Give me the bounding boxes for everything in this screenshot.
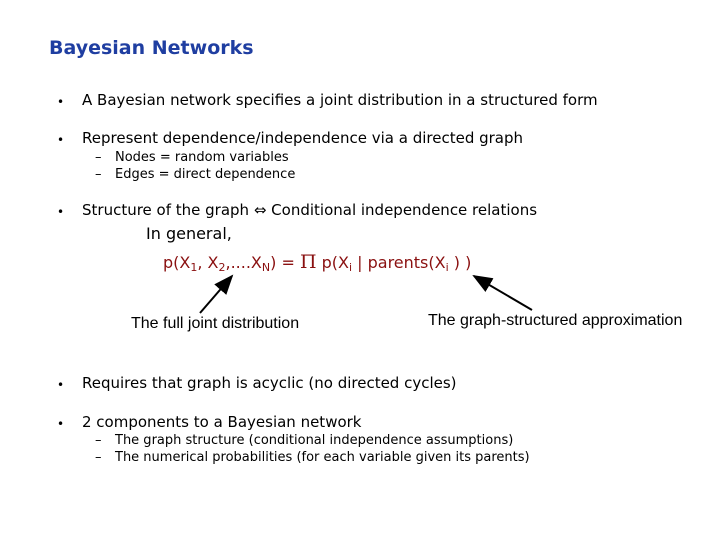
bullet-marker: • xyxy=(57,417,65,431)
bullet-marker: • xyxy=(57,95,65,109)
bullet-joint-distribution: A Bayesian network specifies a joint distribution in a structured form xyxy=(82,91,598,109)
formula-subscript: 2 xyxy=(218,261,226,274)
bullet-structure-equivalence: Structure of the graph ⇔ Conditional independence relations xyxy=(82,201,538,219)
dash-marker: – xyxy=(95,150,102,165)
product-symbol: Π xyxy=(299,251,317,273)
in-general-label: In general, xyxy=(146,224,232,243)
bullet-two-components: 2 components to a Bayesian network xyxy=(82,413,362,431)
formula-part: p(X xyxy=(163,253,191,272)
dash-marker: – xyxy=(95,433,102,448)
annotation-graph-approximation: The graph-structured approximation xyxy=(428,312,683,329)
dash-marker: – xyxy=(95,167,102,182)
sub-bullet-text: The graph structure (conditional independence assumptions) xyxy=(115,433,514,448)
formula-subscript: N xyxy=(261,261,271,274)
arrow-to-joint xyxy=(200,276,232,313)
dash-marker: – xyxy=(95,450,102,465)
formula-subscript: i xyxy=(348,261,353,274)
formula-subscript: 1 xyxy=(190,261,198,274)
bullet-marker: • xyxy=(57,205,65,219)
formula-part: ) ) xyxy=(448,253,472,272)
sub-bullet-text: The numerical probabilities (for each variable given its parents) xyxy=(115,450,530,465)
formula-part: ,....X xyxy=(225,253,262,272)
sub-bullet-graph-structure xyxy=(95,433,513,448)
formula-part: p(X xyxy=(316,253,349,272)
bullet-directed-graph: Represent dependence/independence via a directed graph xyxy=(82,129,524,147)
arrow-to-product xyxy=(474,276,532,310)
annotation-full-joint: The full joint distribution xyxy=(131,315,300,332)
formula-part: ) = xyxy=(270,253,300,272)
slide-title: Bayesian Networks xyxy=(49,37,254,59)
bullet-acyclic: Requires that graph is acyclic (no directed cycles) xyxy=(82,374,457,392)
sub-bullet-text: Edges = direct dependence xyxy=(115,167,296,182)
formula-part: , X xyxy=(197,253,219,272)
sub-bullet-text: Nodes = random variables xyxy=(115,150,289,165)
formula-subscript: i xyxy=(445,261,449,274)
formula-part: | parents(X xyxy=(352,253,446,272)
sub-bullet-numerical-probabilities xyxy=(95,450,530,465)
bullet-marker: • xyxy=(57,133,65,147)
bullet-marker: • xyxy=(57,378,65,392)
